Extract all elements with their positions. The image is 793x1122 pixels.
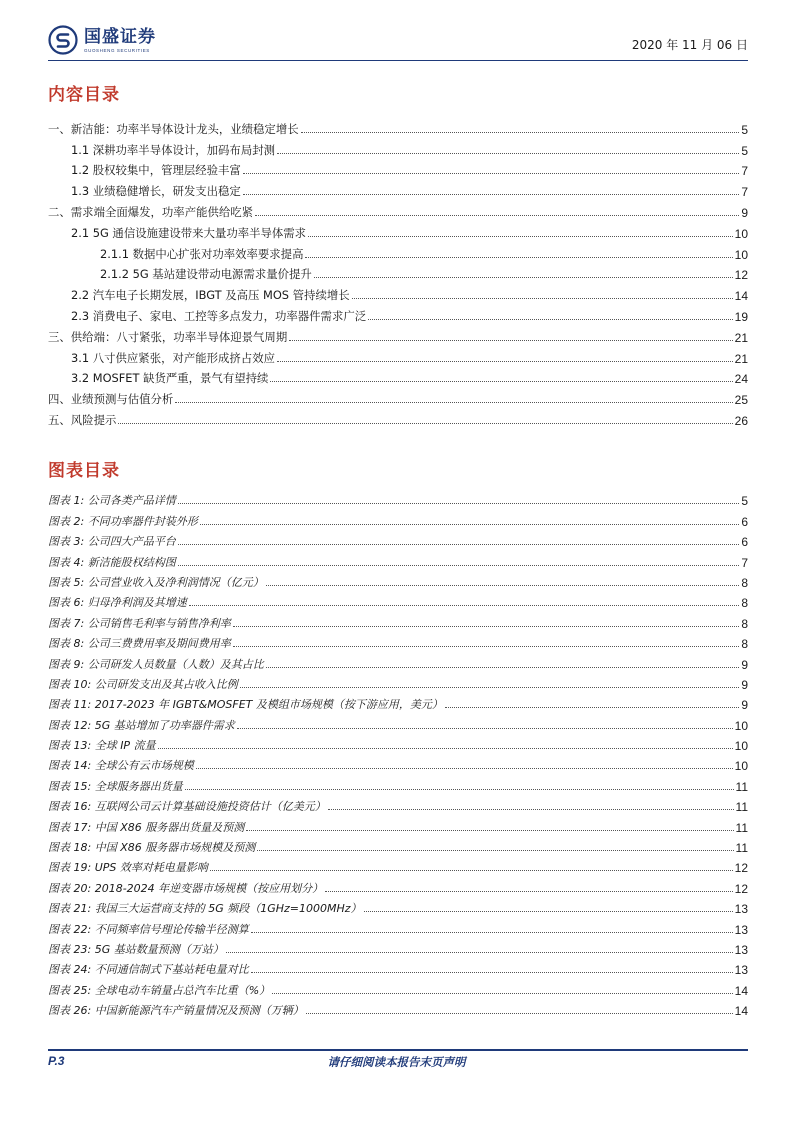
toc-entry-label: 3.2 MOSFET 缺货严重，景气有望持续 <box>71 371 269 386</box>
dot-leader <box>301 132 740 133</box>
chart-entry[interactable] <box>48 733 748 753</box>
page-header <box>48 20 748 60</box>
chart-entry-label: 图表 26: 中国新能源汽车产销量情况及预测（万辆） <box>48 1004 304 1018</box>
chart-entry[interactable] <box>48 712 748 732</box>
chart-entry[interactable] <box>48 651 748 671</box>
chart-entry-label: 图表 17: 中国 X86 服务器出货量及预测 <box>48 820 245 834</box>
chart-entry-label: 图表 11: 2017-2023 年 IGBT&MOSFET 及模组市场规模（按下游应用，美元） <box>48 698 443 712</box>
chart-entry[interactable] <box>48 753 748 773</box>
toc-entry[interactable] <box>48 407 748 428</box>
toc-entry-page: 12 <box>734 268 748 283</box>
chart-entry-label: 图表 2: 不同功率器件封装外形 <box>48 514 198 528</box>
toc-entry-label: 二、需求端全面爆发，功率产能供给吃紧 <box>48 204 254 219</box>
chart-entry-label: 图表 4: 新洁能股权结构图 <box>48 555 176 569</box>
chart-entry-page: 9 <box>741 698 748 713</box>
toc-entry-label: 2.1.1 数据中心扩张对功率效率要求提高 <box>100 246 304 261</box>
dot-leader <box>289 340 732 341</box>
dot-leader <box>364 911 733 912</box>
dot-leader <box>277 153 739 154</box>
toc-entry-page: 10 <box>734 247 748 262</box>
toc-entry[interactable] <box>48 158 748 179</box>
dot-leader <box>277 361 733 362</box>
chart-entry-page: 8 <box>741 575 748 590</box>
guosheng-logo-icon <box>48 25 78 55</box>
chart-entry-page: 12 <box>734 861 748 876</box>
dot-leader <box>308 236 733 237</box>
dot-leader <box>189 605 740 606</box>
chart-entry[interactable] <box>48 570 748 590</box>
dot-leader <box>246 830 733 831</box>
chart-entry-label: 图表 18: 中国 X86 服务器市场规模及预测 <box>48 841 256 855</box>
chart-entry[interactable] <box>48 977 748 997</box>
chart-entry-page: 10 <box>734 739 748 754</box>
toc-entry[interactable] <box>48 345 748 366</box>
dot-leader <box>266 585 740 586</box>
toc-entry-label: 1.3 业绩稳健增长，研发支出稳定 <box>71 184 241 199</box>
toc-entry-label: 一、新洁能：功率半导体设计龙头，业绩稳定增长 <box>48 121 299 136</box>
chart-entry[interactable] <box>48 794 748 814</box>
toc-entry-page: 10 <box>734 226 748 241</box>
chart-entry-label: 图表 22: 不同频率信号理论传输半径测算 <box>48 922 249 936</box>
toc-entry-label: 2.1 5G 通信设施建设带来大量功率半导体需求 <box>71 225 307 240</box>
dot-leader <box>210 870 733 871</box>
toc-entry-label: 3.1 八寸供应紧张，对产能形成挤占效应 <box>71 350 275 365</box>
dot-leader <box>328 809 734 810</box>
chart-entry[interactable] <box>48 937 748 957</box>
chart-entry-label: 图表 7: 公司销售毛利率与销售净利率 <box>48 616 231 630</box>
chart-entry-label: 图表 16: 互联网公司云计算基础设施投资估计（亿美元） <box>48 800 326 814</box>
chart-entry-page: 13 <box>734 902 748 917</box>
toc-entry-label: 三、供给端：八寸紧张，功率半导体迎景气周期 <box>48 329 288 344</box>
dot-leader <box>325 891 732 892</box>
dot-leader <box>352 298 733 299</box>
toc-entry[interactable] <box>48 178 748 199</box>
chart-entry-page: 13 <box>734 963 748 978</box>
dot-leader <box>445 707 739 708</box>
toc-entry-page: 7 <box>741 185 748 200</box>
chart-entry-label: 图表 12: 5G 基站增加了功率器件需求 <box>48 718 235 732</box>
chart-entry-label: 图表 10: 公司研发支出及其占收入比例 <box>48 677 238 691</box>
chart-entry[interactable] <box>48 875 748 895</box>
toc-entry-label: 五、风险提示 <box>48 412 117 427</box>
chart-entry-page: 6 <box>741 514 748 529</box>
chart-entry-page: 6 <box>741 535 748 550</box>
toc-title: 内容目录 <box>48 85 120 105</box>
chart-entry-label: 图表 3: 公司四大产品平台 <box>48 535 176 549</box>
chart-entry-page: 5 <box>741 494 748 509</box>
chart-entry-page: 13 <box>734 942 748 957</box>
chart-entry-page: 13 <box>734 922 748 937</box>
chart-entry[interactable] <box>48 957 748 977</box>
chart-entry-label: 图表 19: UPS 效率对耗电量影响 <box>48 861 208 875</box>
dot-leader <box>158 748 733 749</box>
dot-leader <box>243 194 739 195</box>
toc-entry-label: 四、业绩预测与估值分析 <box>48 392 174 407</box>
dot-leader <box>266 667 740 668</box>
dot-leader <box>243 173 739 174</box>
dot-leader <box>368 319 733 320</box>
dot-leader <box>175 402 732 403</box>
dot-leader <box>251 932 733 933</box>
chart-entry-label: 图表 24: 不同通信制式下基站耗电量对比 <box>48 963 249 977</box>
dot-leader <box>226 952 733 953</box>
dot-leader <box>272 993 732 994</box>
toc-entry[interactable] <box>48 116 748 137</box>
dot-leader <box>314 277 733 278</box>
dot-leader <box>255 215 739 216</box>
dot-leader <box>233 646 740 647</box>
toc-entry-page: 26 <box>734 413 748 428</box>
chart-entry-page: 10 <box>734 759 748 774</box>
toc-entry[interactable] <box>48 366 748 387</box>
chart-entry-label: 图表 20: 2018-2024 年逆变器市场规模（按应用划分） <box>48 881 324 895</box>
dot-leader <box>237 728 733 729</box>
chart-entry-page: 11 <box>735 820 748 835</box>
chart-entry-label: 图表 14: 全球公有云市场规模 <box>48 759 194 773</box>
chart-entry[interactable] <box>48 855 748 875</box>
charts-toc-title: 图表目录 <box>48 461 120 481</box>
toc-entry[interactable] <box>48 282 748 303</box>
chart-entry-page: 8 <box>741 616 748 631</box>
toc-entry-page: 5 <box>741 122 748 137</box>
chart-entry[interactable] <box>48 896 748 916</box>
chart-entry[interactable] <box>48 835 748 855</box>
dot-leader <box>251 972 733 973</box>
toc-entry-label: 2.2 汽车电子长期发展，IBGT 及高压 MOS 管持续增长 <box>71 288 350 303</box>
chart-entry-label: 图表 8: 公司三费费用率及期间费用率 <box>48 637 231 651</box>
toc-list <box>48 116 748 428</box>
toc-entry-page: 19 <box>734 309 748 324</box>
toc-entry[interactable] <box>48 241 748 262</box>
toc-entry-page: 21 <box>734 330 748 345</box>
dot-leader <box>178 544 740 545</box>
chart-entry-label: 图表 1: 公司各类产品详情 <box>48 494 176 508</box>
brand-name-cn: 国盛证券 <box>84 26 156 47</box>
chart-entry[interactable] <box>48 692 748 712</box>
footer-divider <box>48 1049 748 1051</box>
chart-entry-page: 8 <box>741 637 748 652</box>
chart-entry[interactable] <box>48 529 748 549</box>
toc-entry-label: 1.1 深耕功率半导体设计，加码布局封测 <box>71 142 275 157</box>
toc-entry-page: 9 <box>741 205 748 220</box>
chart-entry[interactable] <box>48 773 748 793</box>
chart-entry-label: 图表 25: 全球电动车销量占总汽车比重（%） <box>48 983 271 997</box>
toc-entry-label: 2.1.2 5G 基站建设带动电源需求量价提升 <box>100 267 312 282</box>
dot-leader <box>233 626 740 627</box>
toc-entry-label: 2.3 消费电子、家电、工控等多点发力，功率器件需求广泛 <box>71 308 367 323</box>
dot-leader <box>118 423 732 424</box>
chart-entry-page: 11 <box>735 800 748 815</box>
dot-leader <box>305 257 732 258</box>
chart-entry[interactable] <box>48 590 748 610</box>
chart-entry-label: 图表 21: 我国三大运营商支持的 5G 频段（1GHz=1000MHz） <box>48 902 362 916</box>
dot-leader <box>306 1013 733 1014</box>
chart-entry-page: 14 <box>734 983 748 998</box>
chart-entry-label: 图表 13: 全球 IP 流量 <box>48 739 156 753</box>
chart-entry-page: 10 <box>734 718 748 733</box>
dot-leader <box>178 565 740 566</box>
chart-entry[interactable] <box>48 814 748 834</box>
disclaimer-note: 请仔细阅读本报告末页声明 <box>327 1055 466 1069</box>
chart-entry-page: 7 <box>741 555 748 570</box>
dot-leader <box>257 850 733 851</box>
chart-entry-page: 11 <box>735 779 748 794</box>
chart-entry-page: 11 <box>735 841 748 856</box>
header-divider <box>48 60 748 61</box>
charts-toc-list <box>48 488 748 1018</box>
toc-entry[interactable] <box>48 324 748 345</box>
chart-entry-label: 图表 6: 归母净利润及其增速 <box>48 596 187 610</box>
chart-entry[interactable] <box>48 488 748 508</box>
brand-name-en: GUOSHENG SECURITIES <box>84 47 150 53</box>
dot-leader <box>200 524 740 525</box>
toc-entry-page: 21 <box>734 351 748 366</box>
toc-entry[interactable] <box>48 137 748 158</box>
toc-entry-page: 14 <box>734 289 748 304</box>
dot-leader <box>240 687 740 688</box>
chart-entry[interactable] <box>48 508 748 528</box>
chart-entry-page: 14 <box>734 1004 748 1019</box>
dot-leader <box>196 768 733 769</box>
toc-entry[interactable] <box>48 262 748 283</box>
chart-entry-label: 图表 5: 公司营业收入及净利润情况（亿元） <box>48 575 264 589</box>
toc-entry-label: 1.2 股权较集中，管理层经验丰富 <box>71 163 241 178</box>
chart-entry[interactable] <box>48 631 748 651</box>
chart-entry[interactable] <box>48 672 748 692</box>
toc-entry-page: 7 <box>741 164 748 179</box>
toc-entry[interactable] <box>48 220 748 241</box>
toc-entry[interactable] <box>48 303 748 324</box>
chart-entry-page: 8 <box>741 596 748 611</box>
toc-entry[interactable] <box>48 199 748 220</box>
toc-entry-page: 25 <box>734 393 748 408</box>
chart-entry[interactable] <box>48 916 748 936</box>
chart-entry-label: 图表 23: 5G 基站数量预测（万站） <box>48 942 224 956</box>
chart-entry-label: 图表 9: 公司研发人员数量（人数）及其占比 <box>48 657 264 671</box>
dot-leader <box>270 381 732 382</box>
chart-entry[interactable] <box>48 549 748 569</box>
page-number: P.3 <box>48 1054 65 1068</box>
toc-entry[interactable] <box>48 386 748 407</box>
chart-entry-page: 9 <box>741 657 748 672</box>
dot-leader <box>178 503 740 504</box>
chart-entry[interactable] <box>48 610 748 630</box>
chart-entry-page: 9 <box>741 677 748 692</box>
chart-entry[interactable] <box>48 998 748 1018</box>
chart-entry-page: 12 <box>734 881 748 896</box>
company-logo <box>48 22 156 58</box>
chart-entry-label: 图表 15: 全球服务器出货量 <box>48 779 183 793</box>
toc-entry-page: 5 <box>741 143 748 158</box>
toc-entry-page: 24 <box>734 372 748 387</box>
dot-leader <box>185 789 734 790</box>
report-date: 2020 年 11 月 06 日 <box>631 38 748 52</box>
